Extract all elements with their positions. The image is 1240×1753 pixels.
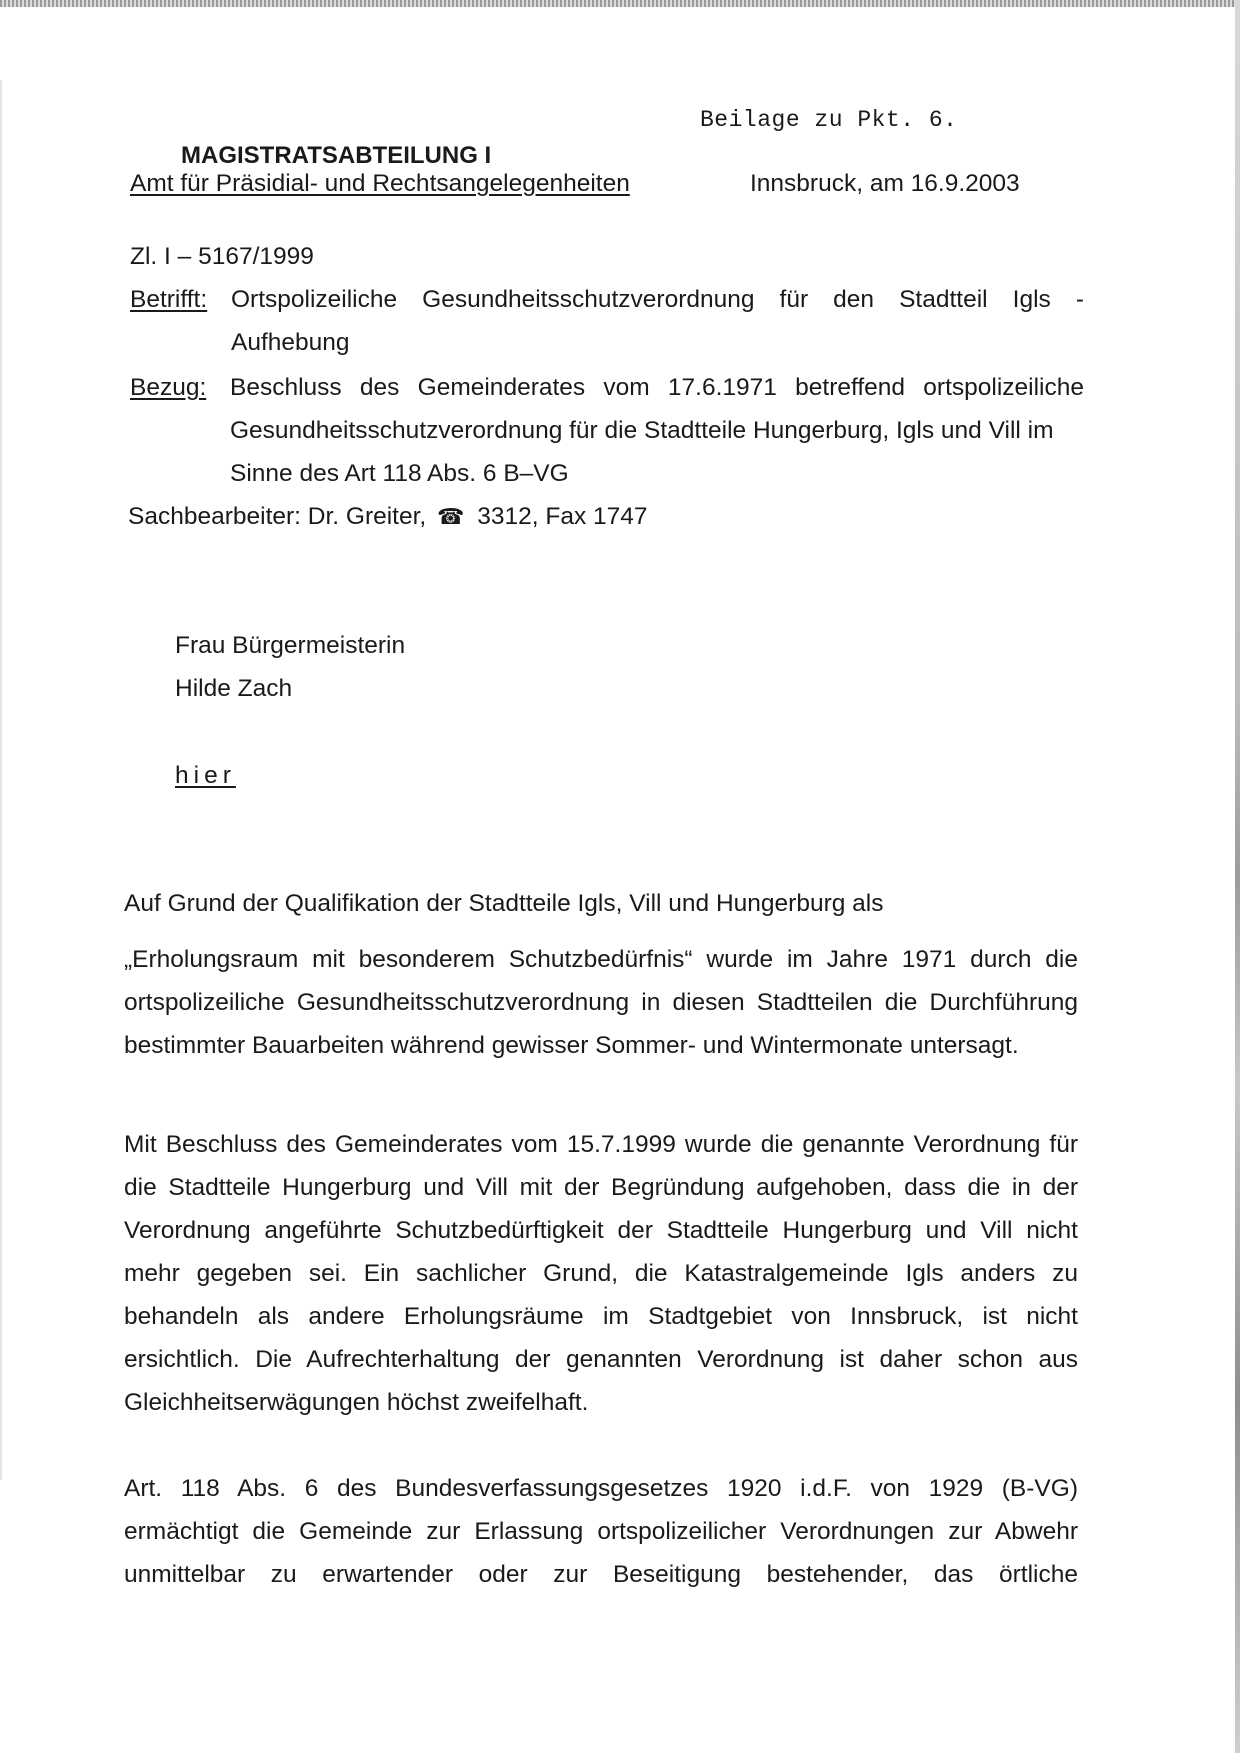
department-name: MAGISTRATSABTEILUNG I — [181, 142, 492, 169]
scan-edge-left — [0, 80, 2, 1480]
addressee-location: hier — [175, 762, 236, 789]
body-paragraph-2: Mit Beschluss des Gemeinderates vom 15.7.1999 wurde die genannte Verordnung für die Stadtteile Hungerburg und Vill mit der Begründung aufgehoben, dass die in der Verordnung angeführte Schutzbedürftigkeit der Stadtteile Hungerburg und Vill nicht mehr gegeben sei. Ein sachlicher Grund, die Katastralgemeinde Igls anders zu behandeln als andere Erholungsräume im Stadtgebiet von Innsbruck, ist nicht ersichtlich. Die Aufrechterhaltung der genannten Verordnung ist daher schon aus Gleichheitserwägungen höchst zweifelhaft. — [124, 1131, 1078, 1416]
telephone-icon: ☎ — [437, 504, 465, 529]
addressee-name: Hilde Zach — [175, 675, 293, 702]
regarding-line-2: Gesundheitsschutzverordnung für die Stadtteile Hungerburg, Igls und Vill im — [230, 417, 1054, 444]
place-date: Innsbruck, am 16.9.2003 — [750, 170, 1020, 197]
regarding-text — [230, 366, 1084, 495]
body-paragraph-1-line-1: Auf Grund der Qualifikation der Stadtteile Igls, Vill und Hungerburg als — [124, 890, 884, 917]
clerk-suffix: 3312, Fax 1747 — [477, 503, 648, 530]
regarding-line-3: Sinne des Art 118 Abs. 6 B–VG — [230, 460, 569, 487]
body-paragraph-3: Art. 118 Abs. 6 des Bundesverfassungsgesetzes 1920 i.d.F. von 1929 (B-VG) ermächtigt die Gemeinde zur Erlassung ortspolizeilicher Verordnungen zur Abwehr unmittelbar zu erwartender oder zur Beseitigung bestehender, das örtliche — [124, 1475, 1078, 1588]
regarding-line-1: Beschluss des Gemeinderates vom 17.6.1971 betreffend ortspolizeiliche — [230, 374, 1084, 401]
subject-text — [231, 278, 1084, 364]
clerk-prefix: Sachbearbeiter: Dr. Greiter, — [128, 503, 427, 530]
subject-label: Betrifft: — [130, 286, 208, 313]
scan-edge-right — [1235, 0, 1240, 1753]
attachment-note: Beilage zu Pkt. 6. — [700, 107, 958, 133]
office-name: Amt für Präsidial- und Rechtsangelegenheiten — [130, 170, 630, 197]
addressee-title: Frau Bürgermeisterin — [175, 632, 406, 659]
clerk-line — [128, 502, 648, 532]
scan-edge-top — [0, 0, 1240, 7]
body-paragraph-1: „Erholungsraum mit besonderem Schutzbedürfnis“ wurde im Jahre 1971 durch die ortspolizeiliche Gesundheitsschutzverordnung in diesen Stadtteilen die Durchführung bestimmter Bauarbeiten während gewisser Sommer- und Wintermonate untersagt. — [124, 946, 1078, 1059]
file-number: Zl. I – 5167/1999 — [130, 243, 314, 270]
subject-line-1: Ortspolizeiliche Gesundheitsschutzverordnung für den Stadtteil Igls - — [231, 286, 1084, 313]
regarding-label: Bezug: — [130, 374, 207, 401]
subject-line-2: Aufhebung — [231, 329, 350, 356]
